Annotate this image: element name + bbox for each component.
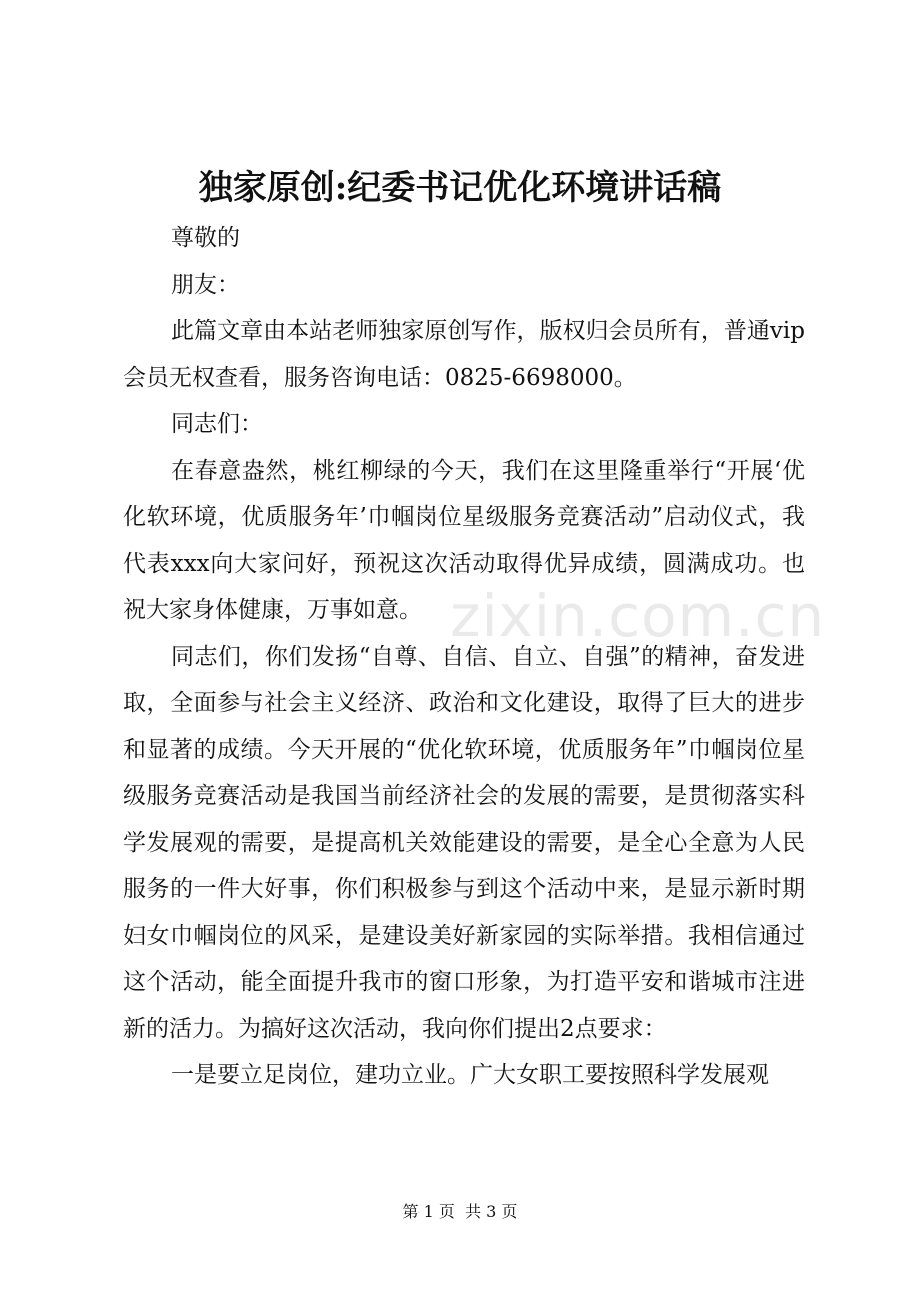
salutation-line-2: 朋友： [171, 271, 240, 298]
document-body [123, 215, 805, 1099]
copyright-notice: 此篇文章由本站老师独家原创写作，版权归会员所有，普通vip会员无权查看，服务咨询电话：0825-6698000。 [123, 318, 805, 391]
salutation-line-1: 尊敬的 [171, 225, 240, 251]
paragraph-opening: 在春意盎然，桃红柳绿的今天，我们在这里隆重举行“开展‘优化软环境，优质服务年’巾帼岗位星级服务竞赛活动”启动仪式，我代表xxx向大家问好，预祝这次活动取得优异成绩，圆满成功。也祝大家身体健康，万事如意。 [123, 457, 805, 623]
page-footer: 第 1 页 共 3 页 [402, 1202, 518, 1221]
paragraph-main: 同志们，你们发扬“自尊、自信、自立、自强”的精神，奋发进取，全面参与社会主义经济、政治和文化建设，取得了巨大的进步和显著的成绩。今天开展的“优化软环境，优质服务年”巾帼岗位星级服务竞赛活动是我国当前经济社会的发展的需要，是贯彻落实科学发展观的需要，是提高机关效能建设的需要，是全心全意为人民服务的一件大好事，你们积极参与到这个活动中来，是显示新时期妇女巾帼岗位的风采，是建设美好新家园的实际举措。我相信通过这个活动，能全面提升我市的窗口形象，为打造平安和谐城市注进新的活力。为搞好这次活动，我向你们提出2点要求： [123, 643, 805, 1042]
document-title: 独家原创:纪委书记优化环境讲话稿 [198, 168, 722, 208]
watermark: zixin.com.cn [450, 582, 826, 650]
greeting-comrades: 同志们： [171, 411, 263, 437]
paragraph-requirement-1: 一是要立足岗位，建功立业。广大女职工要按照科学发展观 [171, 1062, 769, 1088]
